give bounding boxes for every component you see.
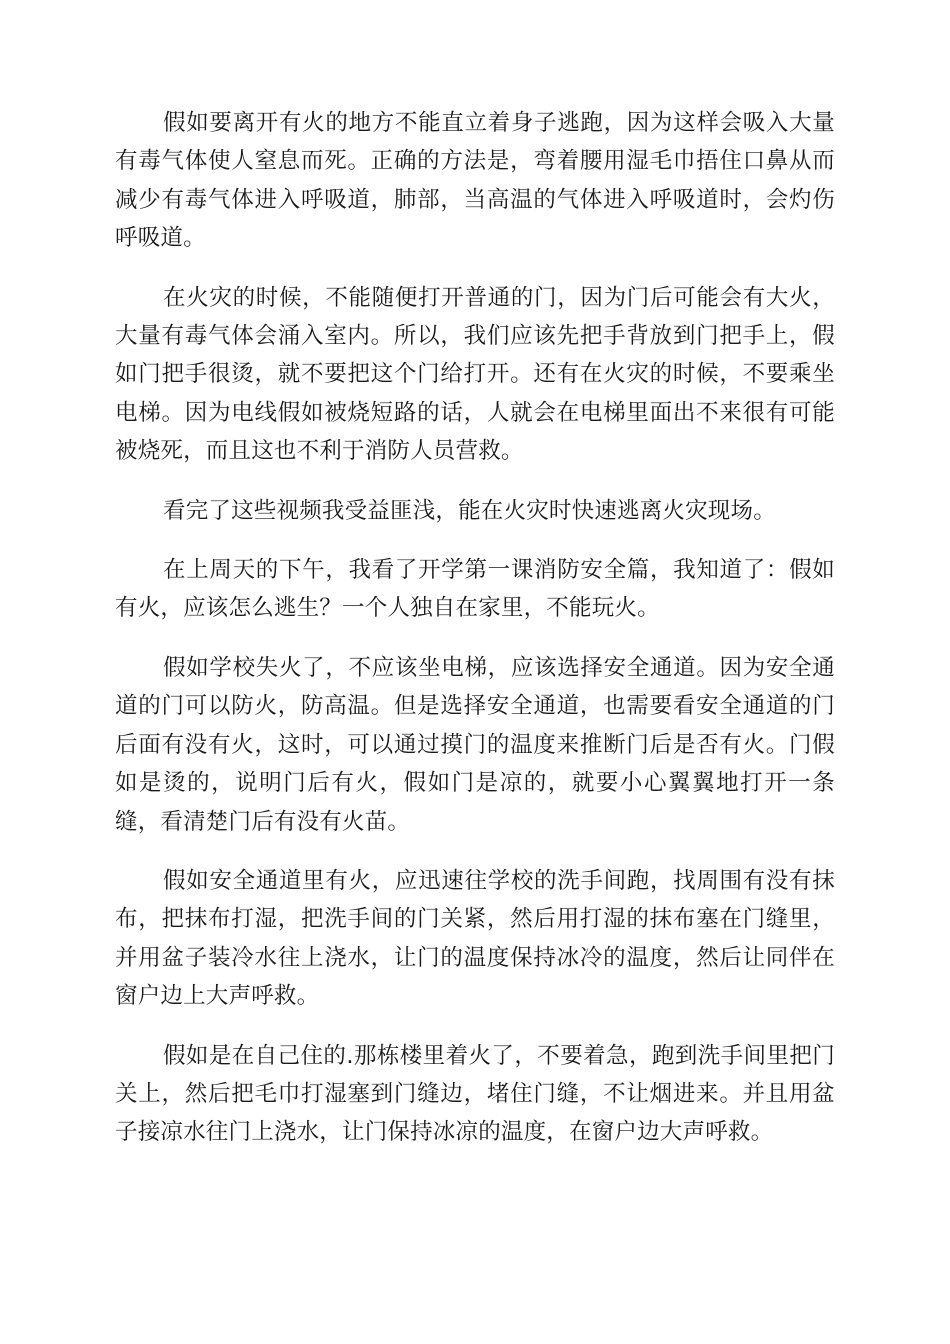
paragraph-2: 在火灾的时候，不能随便打开普通的门，因为门后可能会有大火，大量有毒气体会涌入室内。所以，我们应该先把手背放到门把手上，假如门把手很烫，就不要把这个门给打开。还有在火灾的时候，不要乘坐电梯。因为电线假如被烧短路的话，人就会在电梯里面出不来很有可能被烧死，而且这也不利于消防人员营救。 <box>115 284 835 465</box>
paragraph-3: 看完了这些视频我受益匪浅，能在火灾时快速逃离火灾现场。 <box>163 497 776 524</box>
paragraph-4: 在上周天的下午，我看了开学第一课消防安全篇，我知道了：假如有火，应该怎么逃生？一个人独自在家里，不能玩火。 <box>115 557 835 622</box>
paragraph-6: 假如安全通道里有火，应迅速往学校的洗手间跑，找周围有没有抹布，把抹布打湿，把洗手间的门关紧，然后用打湿的抹布塞在门缝里，并用盆子装冷水往上浇水，让门的温度保持冰冷的温度，然后让同伴在窗户边上大声呼救。 <box>115 867 835 1010</box>
paragraph-5: 假如学校失火了，不应该坐电梯，应该选择安全通道。因为安全通道的门可以防火，防高温。但是选择安全通道，也需要看安全通道的门后面有没有火，这时，可以通过摸门的温度来推断门后是否有火。门假如是烫的，说明门后有火，假如门是凉的，就要小心翼翼地打开一条缝，看清楚门后有没有火苗。 <box>115 654 835 835</box>
document-body <box>115 104 835 1173</box>
paragraph-7: 假如是在自己住的.那栋楼里着火了，不要着急，跑到洗手间里把门关上，然后把毛巾打湿塞到门缝边，堵住门缝，不让烟进来。并且用盆子接凉水往门上浇水，让门保持冰凉的温度，在窗户边大声呼救。 <box>115 1042 835 1146</box>
paragraph-1: 假如要离开有火的地方不能直立着身子逃跑，因为这样会吸入大量有毒气体使人窒息而死。正确的方法是，弯着腰用湿毛巾捂住口鼻从而减少有毒气体进入呼吸道，肺部，当高温的气体进入呼吸道时，会灼伤呼吸道。 <box>115 110 835 252</box>
